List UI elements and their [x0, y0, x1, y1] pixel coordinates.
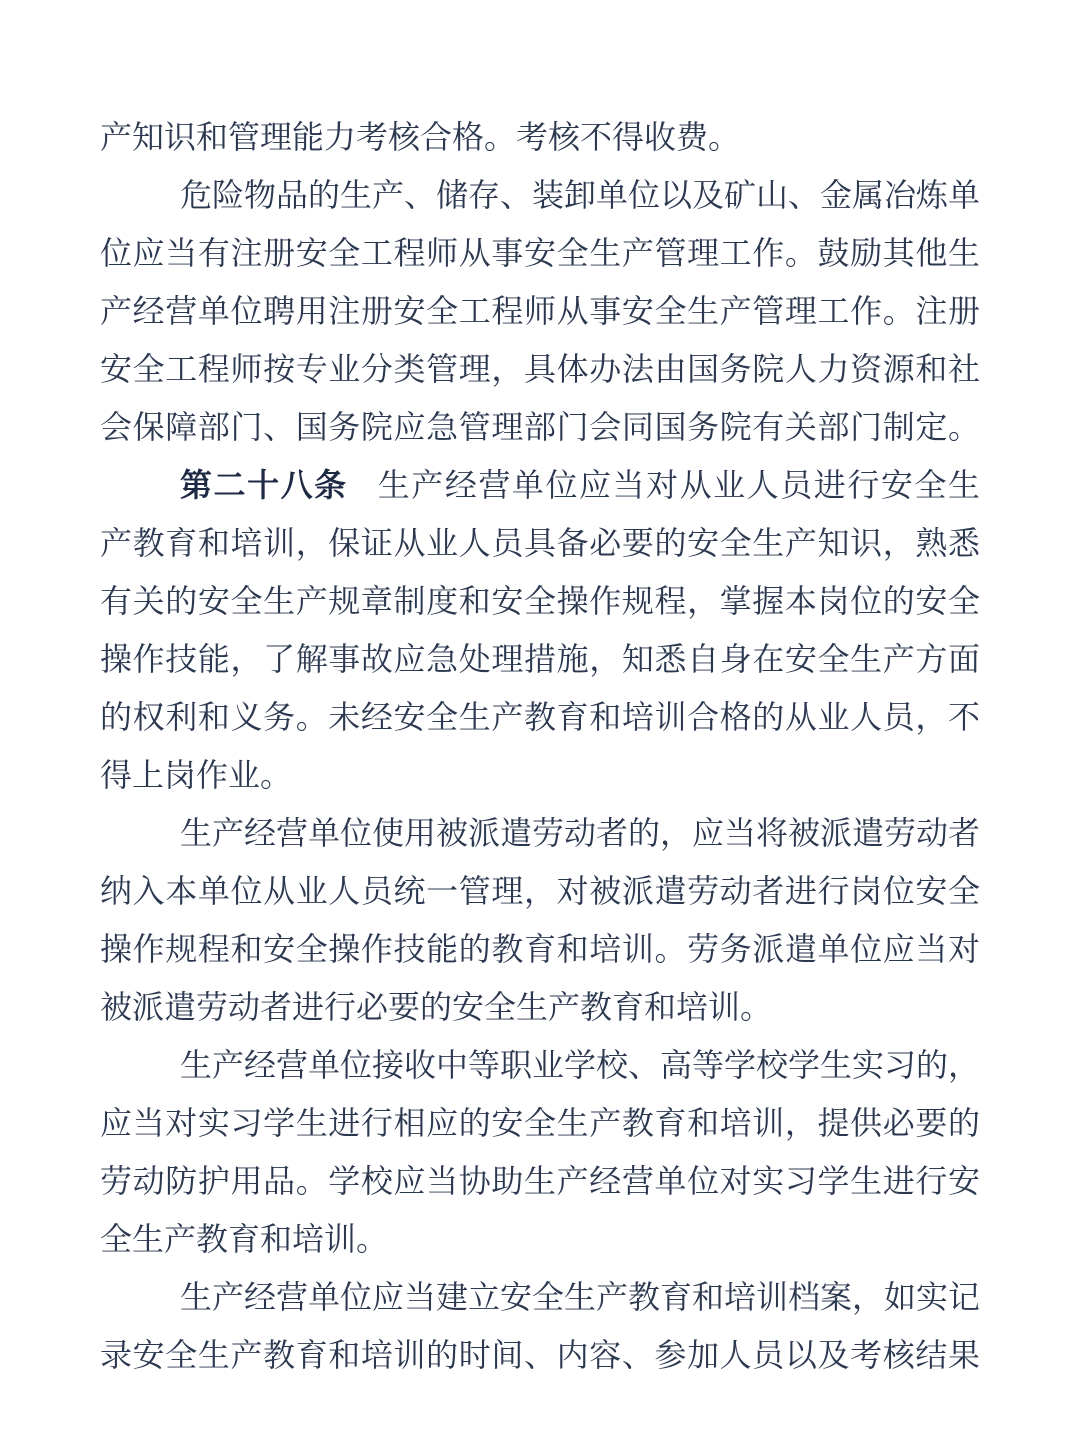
line-text: 操作规程和安全操作技能的教育和培训。劳务派遣单位应当对: [100, 931, 980, 967]
line-text: 生产经营单位应当对从业人员进行安全生: [377, 467, 980, 503]
line-text: 产经营单位聘用注册安全工程师从事安全生产管理工作。注册: [100, 293, 980, 329]
line-text: 生产经营单位应当建立安全生产教育和培训档案，如实记: [180, 1279, 980, 1315]
paragraph: [100, 1268, 980, 1384]
line-text: 纳入本单位从业人员统一管理，对被派遣劳动者进行岗位安全: [100, 873, 980, 909]
line-text: 应当对实习学生进行相应的安全生产教育和培训，提供必要的: [100, 1105, 980, 1141]
line-text: 的权利和义务。未经安全生产教育和培训合格的从业人员，不: [100, 699, 980, 735]
text-line: [100, 688, 980, 746]
line-text: 安全工程师按专业分类管理，具体办法由国务院人力资源和社: [100, 351, 980, 387]
paragraph: [100, 456, 980, 804]
paragraph: [100, 804, 980, 1036]
text-line: [100, 456, 980, 514]
text-line: [100, 224, 980, 282]
line-text: 操作技能，了解事故应急处理措施，知悉自身在安全生产方面: [100, 641, 980, 677]
document-body: [100, 108, 980, 1384]
text-line: [100, 920, 980, 978]
paragraph: [100, 108, 980, 166]
text-line: [100, 166, 980, 224]
paragraph: [100, 1036, 980, 1268]
text-line: [100, 978, 980, 1036]
text-line: [100, 572, 980, 630]
text-line: [100, 630, 980, 688]
text-line: [100, 1210, 980, 1268]
text-line: [100, 108, 980, 166]
line-text: 生产经营单位使用被派遣劳动者的，应当将被派遣劳动者: [180, 815, 980, 851]
text-line: [100, 1326, 980, 1384]
paragraph: [100, 166, 980, 456]
text-line: [100, 282, 980, 340]
line-text: 被派遣劳动者进行必要的安全生产教育和培训。: [100, 989, 773, 1025]
line-text: 产教育和培训，保证从业人员具备必要的安全生产知识，熟悉: [100, 525, 980, 561]
text-line: [100, 340, 980, 398]
line-text: 得上岗作业。: [100, 757, 293, 793]
text-line: [100, 514, 980, 572]
text-line: [100, 398, 980, 456]
line-text: 生产经营单位接收中等职业学校、高等学校学生实习的，: [180, 1047, 980, 1083]
line-text: 录安全生产教育和培训的时间、内容、参加人员以及考核结果: [100, 1337, 980, 1373]
line-text: 危险物品的生产、储存、装卸单位以及矿山、金属冶炼单: [180, 177, 980, 213]
line-text: 位应当有注册安全工程师从事安全生产管理工作。鼓励其他生: [100, 235, 980, 271]
text-line: [100, 1268, 980, 1326]
article-number: 第二十八条: [180, 467, 348, 503]
text-line: [100, 1094, 980, 1152]
line-text: 全生产教育和培训。: [100, 1221, 389, 1257]
line-text: 有关的安全生产规章制度和安全操作规程，掌握本岗位的安全: [100, 583, 980, 619]
text-line: [100, 1036, 980, 1094]
text-line: [100, 862, 980, 920]
line-text: 劳动防护用品。学校应当协助生产经营单位对实习学生进行安: [100, 1163, 980, 1199]
line-text: 产知识和管理能力考核合格。考核不得收费。: [100, 119, 741, 155]
text-line: [100, 804, 980, 862]
text-line: [100, 746, 980, 804]
line-text: 会保障部门、国务院应急管理部门会同国务院有关部门制定。: [100, 409, 980, 445]
text-line: [100, 1152, 980, 1210]
